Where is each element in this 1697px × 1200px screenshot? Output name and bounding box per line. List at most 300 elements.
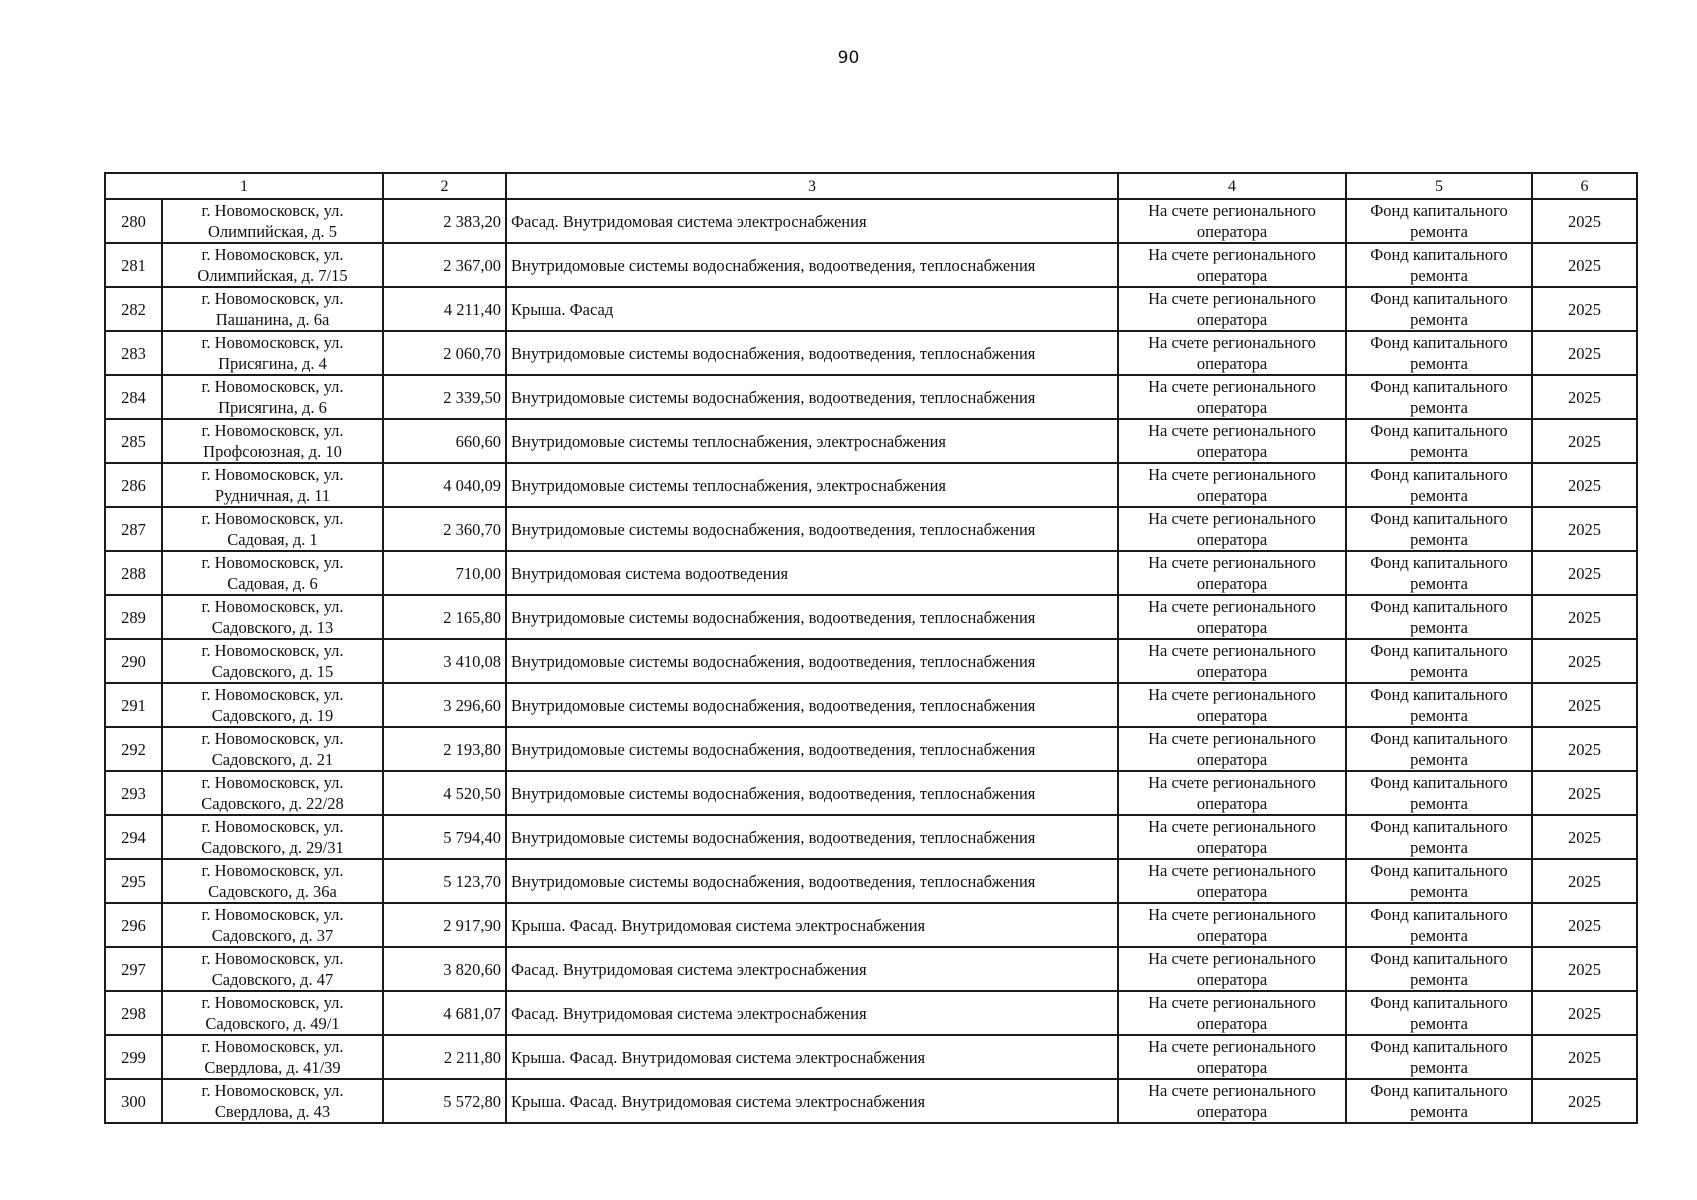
cost-cell: 2 383,20 bbox=[383, 199, 506, 243]
year-cell: 2025 bbox=[1532, 771, 1637, 815]
account-line-2: оператора bbox=[1196, 926, 1268, 945]
cost-cell: 2 193,80 bbox=[383, 727, 506, 771]
funding-line-2: ремонта bbox=[1410, 442, 1468, 461]
funding-source-cell bbox=[1346, 375, 1532, 419]
table-row bbox=[105, 419, 1637, 463]
funding-source-cell bbox=[1346, 991, 1532, 1035]
row-number-cell: 292 bbox=[105, 727, 162, 771]
work-type-cell: Фасад. Внутридомовая система электроснабжения bbox=[506, 947, 1118, 991]
year-cell: 2025 bbox=[1532, 815, 1637, 859]
account-cell bbox=[1118, 771, 1346, 815]
account-line-2: оператора bbox=[1196, 530, 1268, 549]
cost-cell: 710,00 bbox=[383, 551, 506, 595]
funding-source-cell bbox=[1346, 287, 1532, 331]
funding-source-cell bbox=[1346, 815, 1532, 859]
address-cell bbox=[162, 551, 383, 595]
account-cell bbox=[1118, 815, 1346, 859]
cost-cell: 3 820,60 bbox=[383, 947, 506, 991]
cost-cell: 2 211,80 bbox=[383, 1035, 506, 1079]
cost-cell: 4 040,09 bbox=[383, 463, 506, 507]
account-line-1: На счете регионального bbox=[1148, 597, 1316, 616]
address-cell bbox=[162, 419, 383, 463]
account-cell bbox=[1118, 639, 1346, 683]
address-line-2: Профсоюзная, д. 10 bbox=[203, 442, 342, 461]
table-row bbox=[105, 815, 1637, 859]
account-cell bbox=[1118, 1035, 1346, 1079]
account-line-2: оператора bbox=[1196, 1102, 1268, 1121]
work-type-cell: Крыша. Фасад. Внутридомовая система электроснабжения bbox=[506, 1035, 1118, 1079]
column-header: 5 bbox=[1346, 173, 1532, 199]
address-cell bbox=[162, 947, 383, 991]
funding-source-cell bbox=[1346, 1079, 1532, 1123]
address-line-1: г. Новомосковск, ул. bbox=[201, 817, 344, 836]
address-line-1: г. Новомосковск, ул. bbox=[201, 861, 344, 880]
address-line-1: г. Новомосковск, ул. bbox=[201, 421, 344, 440]
account-line-2: оператора bbox=[1196, 1058, 1268, 1077]
account-line-2: оператора bbox=[1196, 882, 1268, 901]
address-cell bbox=[162, 463, 383, 507]
address-cell bbox=[162, 1035, 383, 1079]
funding-source-cell bbox=[1346, 331, 1532, 375]
funding-line-2: ремонта bbox=[1410, 354, 1468, 373]
row-number-cell: 287 bbox=[105, 507, 162, 551]
account-line-1: На счете регионального bbox=[1148, 861, 1316, 880]
funding-source-cell bbox=[1346, 639, 1532, 683]
address-line-1: г. Новомосковск, ул. bbox=[201, 685, 344, 704]
address-line-1: г. Новомосковск, ул. bbox=[201, 201, 344, 220]
address-cell bbox=[162, 595, 383, 639]
funding-line-2: ремонта bbox=[1410, 222, 1468, 241]
funding-line-2: ремонта bbox=[1410, 530, 1468, 549]
address-cell bbox=[162, 375, 383, 419]
account-cell bbox=[1118, 1079, 1346, 1123]
address-line-1: г. Новомосковск, ул. bbox=[201, 509, 344, 528]
row-number-cell: 300 bbox=[105, 1079, 162, 1123]
column-header: 2 bbox=[383, 173, 506, 199]
account-line-1: На счете регионального bbox=[1148, 289, 1316, 308]
funding-line-2: ремонта bbox=[1410, 1058, 1468, 1077]
funding-source-cell bbox=[1346, 463, 1532, 507]
account-cell bbox=[1118, 991, 1346, 1035]
row-number-cell: 297 bbox=[105, 947, 162, 991]
address-line-2: Олимпийская, д. 7/15 bbox=[197, 266, 348, 285]
address-cell bbox=[162, 683, 383, 727]
column-header: 1 bbox=[105, 173, 383, 199]
funding-line-1: Фонд капитального bbox=[1370, 597, 1508, 616]
cost-cell: 5 794,40 bbox=[383, 815, 506, 859]
address-line-2: Садовского, д. 36а bbox=[208, 882, 337, 901]
row-number-cell: 289 bbox=[105, 595, 162, 639]
address-cell bbox=[162, 507, 383, 551]
cost-cell: 5 572,80 bbox=[383, 1079, 506, 1123]
funding-source-cell bbox=[1346, 243, 1532, 287]
funding-line-1: Фонд капитального bbox=[1370, 377, 1508, 396]
account-line-1: На счете регионального bbox=[1148, 729, 1316, 748]
work-type-cell: Внутридомовые системы водоснабжения, водоотведения, теплоснабжения bbox=[506, 771, 1118, 815]
account-cell bbox=[1118, 903, 1346, 947]
account-cell bbox=[1118, 947, 1346, 991]
address-cell bbox=[162, 331, 383, 375]
address-cell bbox=[162, 199, 383, 243]
address-line-1: г. Новомосковск, ул. bbox=[201, 465, 344, 484]
funding-line-1: Фонд капитального bbox=[1370, 465, 1508, 484]
funding-line-2: ремонта bbox=[1410, 486, 1468, 505]
account-line-2: оператора bbox=[1196, 354, 1268, 373]
address-line-2: Садовая, д. 1 bbox=[227, 530, 318, 549]
cost-cell: 4 520,50 bbox=[383, 771, 506, 815]
address-line-1: г. Новомосковск, ул. bbox=[201, 289, 344, 308]
year-cell: 2025 bbox=[1532, 243, 1637, 287]
account-line-1: На счете регионального bbox=[1148, 421, 1316, 440]
year-cell: 2025 bbox=[1532, 463, 1637, 507]
account-cell bbox=[1118, 859, 1346, 903]
account-line-1: На счете регионального bbox=[1148, 773, 1316, 792]
table-row bbox=[105, 199, 1637, 243]
account-line-1: На счете регионального bbox=[1148, 553, 1316, 572]
funding-line-1: Фонд капитального bbox=[1370, 641, 1508, 660]
address-line-2: Садовского, д. 21 bbox=[211, 750, 334, 769]
row-number-cell: 294 bbox=[105, 815, 162, 859]
funding-line-1: Фонд капитального bbox=[1370, 289, 1508, 308]
account-line-2: оператора bbox=[1196, 574, 1268, 593]
funding-line-1: Фонд капитального bbox=[1370, 509, 1508, 528]
funding-line-1: Фонд капитального bbox=[1370, 1081, 1508, 1100]
address-line-1: г. Новомосковск, ул. bbox=[201, 333, 344, 352]
address-cell bbox=[162, 1079, 383, 1123]
funding-line-1: Фонд капитального bbox=[1370, 905, 1508, 924]
cost-cell: 2 367,00 bbox=[383, 243, 506, 287]
address-line-1: г. Новомосковск, ул. bbox=[201, 641, 344, 660]
row-number-cell: 291 bbox=[105, 683, 162, 727]
address-cell bbox=[162, 991, 383, 1035]
cost-cell: 3 296,60 bbox=[383, 683, 506, 727]
address-line-2: Садовского, д. 49/1 bbox=[205, 1014, 340, 1033]
work-type-cell: Внутридомовые системы водоснабжения, водоотведения, теплоснабжения bbox=[506, 727, 1118, 771]
funding-source-cell bbox=[1346, 507, 1532, 551]
account-cell bbox=[1118, 595, 1346, 639]
year-cell: 2025 bbox=[1532, 991, 1637, 1035]
funding-line-1: Фонд капитального bbox=[1370, 993, 1508, 1012]
work-type-cell: Внутридомовые системы водоснабжения, водоотведения, теплоснабжения bbox=[506, 639, 1118, 683]
funding-line-2: ремонта bbox=[1410, 398, 1468, 417]
year-cell: 2025 bbox=[1532, 903, 1637, 947]
funding-source-cell bbox=[1346, 419, 1532, 463]
account-line-2: оператора bbox=[1196, 750, 1268, 769]
address-cell bbox=[162, 243, 383, 287]
account-cell bbox=[1118, 375, 1346, 419]
row-number-cell: 298 bbox=[105, 991, 162, 1035]
address-cell bbox=[162, 287, 383, 331]
year-cell: 2025 bbox=[1532, 507, 1637, 551]
cost-cell: 2 165,80 bbox=[383, 595, 506, 639]
funding-line-2: ремонта bbox=[1410, 1014, 1468, 1033]
funding-line-1: Фонд капитального bbox=[1370, 773, 1508, 792]
row-number-cell: 288 bbox=[105, 551, 162, 595]
address-cell bbox=[162, 859, 383, 903]
work-type-cell: Фасад. Внутридомовая система электроснабжения bbox=[506, 199, 1118, 243]
table-row bbox=[105, 243, 1637, 287]
row-number-cell: 284 bbox=[105, 375, 162, 419]
account-line-1: На счете регионального bbox=[1148, 509, 1316, 528]
funding-line-2: ремонта bbox=[1410, 838, 1468, 857]
row-number-cell: 293 bbox=[105, 771, 162, 815]
address-line-2: Свердлова, д. 41/39 bbox=[204, 1058, 341, 1077]
cost-cell: 2 917,90 bbox=[383, 903, 506, 947]
funding-source-cell bbox=[1346, 727, 1532, 771]
year-cell: 2025 bbox=[1532, 859, 1637, 903]
funding-source-cell bbox=[1346, 947, 1532, 991]
work-type-cell: Внутридомовые системы теплоснабжения, электроснабжения bbox=[506, 419, 1118, 463]
address-line-1: г. Новомосковск, ул. bbox=[201, 993, 344, 1012]
account-cell bbox=[1118, 683, 1346, 727]
repair-program-table bbox=[104, 172, 1638, 1124]
address-cell bbox=[162, 815, 383, 859]
account-line-2: оператора bbox=[1196, 618, 1268, 637]
work-type-cell: Внутридомовая система водоотведения bbox=[506, 551, 1118, 595]
account-cell bbox=[1118, 243, 1346, 287]
table-row bbox=[105, 727, 1637, 771]
funding-line-2: ремонта bbox=[1410, 574, 1468, 593]
account-cell bbox=[1118, 727, 1346, 771]
table-row bbox=[105, 683, 1637, 727]
account-line-2: оператора bbox=[1196, 794, 1268, 813]
account-cell bbox=[1118, 199, 1346, 243]
table-row bbox=[105, 859, 1637, 903]
account-line-2: оператора bbox=[1196, 706, 1268, 725]
table-row bbox=[105, 639, 1637, 683]
funding-line-2: ремонта bbox=[1410, 266, 1468, 285]
funding-source-cell bbox=[1346, 771, 1532, 815]
funding-line-1: Фонд капитального bbox=[1370, 729, 1508, 748]
cost-cell: 2 360,70 bbox=[383, 507, 506, 551]
account-line-1: На счете регионального bbox=[1148, 1081, 1316, 1100]
table-row bbox=[105, 991, 1637, 1035]
funding-line-2: ремонта bbox=[1410, 926, 1468, 945]
account-line-1: На счете регионального bbox=[1148, 817, 1316, 836]
funding-line-2: ремонта bbox=[1410, 882, 1468, 901]
address-line-1: г. Новомосковск, ул. bbox=[201, 245, 344, 264]
address-cell bbox=[162, 903, 383, 947]
table-row bbox=[105, 551, 1637, 595]
funding-line-1: Фонд капитального bbox=[1370, 861, 1508, 880]
account-line-1: На счете регионального bbox=[1148, 993, 1316, 1012]
address-cell bbox=[162, 771, 383, 815]
funding-line-1: Фонд капитального bbox=[1370, 817, 1508, 836]
cost-cell: 4 681,07 bbox=[383, 991, 506, 1035]
address-line-1: г. Новомосковск, ул. bbox=[201, 597, 344, 616]
table-row bbox=[105, 507, 1637, 551]
account-line-2: оператора bbox=[1196, 662, 1268, 681]
account-cell bbox=[1118, 551, 1346, 595]
address-line-2: Садовского, д. 37 bbox=[211, 926, 334, 945]
work-type-cell: Крыша. Фасад. Внутридомовая система электроснабжения bbox=[506, 903, 1118, 947]
row-number-cell: 290 bbox=[105, 639, 162, 683]
address-line-2: Олимпийская, д. 5 bbox=[207, 222, 338, 241]
work-type-cell: Внутридомовые системы водоснабжения, водоотведения, теплоснабжения bbox=[506, 331, 1118, 375]
table-row bbox=[105, 463, 1637, 507]
funding-source-cell bbox=[1346, 859, 1532, 903]
row-number-cell: 281 bbox=[105, 243, 162, 287]
table-row bbox=[105, 375, 1637, 419]
funding-line-1: Фонд капитального bbox=[1370, 685, 1508, 704]
work-type-cell: Внутридомовые системы теплоснабжения, электроснабжения bbox=[506, 463, 1118, 507]
cost-cell: 2 060,70 bbox=[383, 331, 506, 375]
funding-line-2: ремонта bbox=[1410, 1102, 1468, 1121]
address-line-1: г. Новомосковск, ул. bbox=[201, 1081, 344, 1100]
address-line-1: г. Новомосковск, ул. bbox=[201, 773, 344, 792]
funding-source-cell bbox=[1346, 683, 1532, 727]
address-line-1: г. Новомосковск, ул. bbox=[201, 1037, 344, 1056]
table-row bbox=[105, 595, 1637, 639]
column-number-header-row bbox=[105, 173, 1637, 199]
column-header: 6 bbox=[1532, 173, 1637, 199]
address-line-2: Пашанина, д. 6а bbox=[215, 310, 330, 329]
account-line-2: оператора bbox=[1196, 266, 1268, 285]
work-type-cell: Внутридомовые системы водоснабжения, водоотведения, теплоснабжения bbox=[506, 507, 1118, 551]
funding-line-2: ремонта bbox=[1410, 794, 1468, 813]
account-line-2: оператора bbox=[1196, 310, 1268, 329]
year-cell: 2025 bbox=[1532, 1035, 1637, 1079]
year-cell: 2025 bbox=[1532, 683, 1637, 727]
funding-line-2: ремонта bbox=[1410, 310, 1468, 329]
address-line-2: Садовского, д. 22/28 bbox=[201, 794, 344, 813]
account-line-1: На счете регионального bbox=[1148, 377, 1316, 396]
funding-line-1: Фонд капитального bbox=[1370, 201, 1508, 220]
row-number-cell: 282 bbox=[105, 287, 162, 331]
address-line-2: Садовая, д. 6 bbox=[227, 574, 318, 593]
row-number-cell: 299 bbox=[105, 1035, 162, 1079]
funding-line-2: ремонта bbox=[1410, 970, 1468, 989]
funding-line-2: ремонта bbox=[1410, 750, 1468, 769]
address-line-1: г. Новомосковск, ул. bbox=[201, 377, 344, 396]
address-line-2: Присягина, д. 4 bbox=[218, 354, 327, 373]
address-line-2: Садовского, д. 13 bbox=[211, 618, 334, 637]
funding-line-1: Фонд капитального bbox=[1370, 949, 1508, 968]
account-line-2: оператора bbox=[1196, 970, 1268, 989]
work-type-cell: Внутридомовые системы водоснабжения, водоотведения, теплоснабжения bbox=[506, 375, 1118, 419]
funding-line-1: Фонд капитального bbox=[1370, 245, 1508, 264]
account-line-1: На счете регионального bbox=[1148, 641, 1316, 660]
table-row bbox=[105, 287, 1637, 331]
year-cell: 2025 bbox=[1532, 1079, 1637, 1123]
funding-line-2: ремонта bbox=[1410, 706, 1468, 725]
funding-source-cell bbox=[1346, 199, 1532, 243]
year-cell: 2025 bbox=[1532, 639, 1637, 683]
address-line-1: г. Новомосковск, ул. bbox=[201, 949, 344, 968]
account-line-1: На счете регионального bbox=[1148, 333, 1316, 352]
funding-source-cell bbox=[1346, 903, 1532, 947]
funding-source-cell bbox=[1346, 595, 1532, 639]
account-line-1: На счете регионального bbox=[1148, 465, 1316, 484]
table-row bbox=[105, 903, 1637, 947]
account-cell bbox=[1118, 419, 1346, 463]
work-type-cell: Внутридомовые системы водоснабжения, водоотведения, теплоснабжения bbox=[506, 595, 1118, 639]
address-line-2: Садовского, д. 29/31 bbox=[201, 838, 344, 857]
table-row bbox=[105, 331, 1637, 375]
table-body bbox=[105, 173, 1637, 1123]
address-line-2: Садовского, д. 15 bbox=[211, 662, 334, 681]
account-cell bbox=[1118, 331, 1346, 375]
account-line-1: На счете регионального bbox=[1148, 245, 1316, 264]
work-type-cell: Внутридомовые системы водоснабжения, водоотведения, теплоснабжения bbox=[506, 859, 1118, 903]
funding-line-1: Фонд капитального bbox=[1370, 1037, 1508, 1056]
funding-line-1: Фонд капитального bbox=[1370, 553, 1508, 572]
year-cell: 2025 bbox=[1532, 419, 1637, 463]
account-cell bbox=[1118, 287, 1346, 331]
funding-line-2: ремонта bbox=[1410, 618, 1468, 637]
account-line-2: оператора bbox=[1196, 1014, 1268, 1033]
address-line-2: Садовского, д. 47 bbox=[211, 970, 334, 989]
address-line-1: г. Новомосковск, ул. bbox=[201, 729, 344, 748]
funding-line-2: ремонта bbox=[1410, 662, 1468, 681]
year-cell: 2025 bbox=[1532, 727, 1637, 771]
account-line-1: На счете регионального bbox=[1148, 201, 1316, 220]
address-line-2: Рудничная, д. 11 bbox=[214, 486, 331, 505]
account-line-2: оператора bbox=[1196, 442, 1268, 461]
column-header: 4 bbox=[1118, 173, 1346, 199]
account-line-2: оператора bbox=[1196, 486, 1268, 505]
address-line-2: Свердлова, д. 43 bbox=[214, 1102, 331, 1121]
account-line-2: оператора bbox=[1196, 838, 1268, 857]
column-header: 3 bbox=[506, 173, 1118, 199]
address-cell bbox=[162, 639, 383, 683]
year-cell: 2025 bbox=[1532, 947, 1637, 991]
row-number-cell: 295 bbox=[105, 859, 162, 903]
year-cell: 2025 bbox=[1532, 595, 1637, 639]
work-type-cell: Внутридомовые системы водоснабжения, водоотведения, теплоснабжения bbox=[506, 683, 1118, 727]
funding-line-1: Фонд капитального bbox=[1370, 333, 1508, 352]
work-type-cell: Внутридомовые системы водоснабжения, водоотведения, теплоснабжения bbox=[506, 243, 1118, 287]
page-number: 90 bbox=[837, 48, 860, 68]
cost-cell: 2 339,50 bbox=[383, 375, 506, 419]
account-line-2: оператора bbox=[1196, 222, 1268, 241]
row-number-cell: 283 bbox=[105, 331, 162, 375]
account-line-1: На счете регионального bbox=[1148, 1037, 1316, 1056]
account-line-1: На счете регионального bbox=[1148, 685, 1316, 704]
funding-source-cell bbox=[1346, 551, 1532, 595]
row-number-cell: 286 bbox=[105, 463, 162, 507]
address-line-2: Садовского, д. 19 bbox=[211, 706, 334, 725]
cost-cell: 5 123,70 bbox=[383, 859, 506, 903]
cost-cell: 660,60 bbox=[383, 419, 506, 463]
table-row bbox=[105, 1035, 1637, 1079]
cost-cell: 4 211,40 bbox=[383, 287, 506, 331]
account-line-2: оператора bbox=[1196, 398, 1268, 417]
work-type-cell: Крыша. Фасад. Внутридомовая система электроснабжения bbox=[506, 1079, 1118, 1123]
address-line-1: г. Новомосковск, ул. bbox=[201, 553, 344, 572]
address-cell bbox=[162, 727, 383, 771]
work-type-cell: Крыша. Фасад bbox=[506, 287, 1118, 331]
table-row bbox=[105, 1079, 1637, 1123]
table-row bbox=[105, 947, 1637, 991]
account-cell bbox=[1118, 507, 1346, 551]
address-line-2: Присягина, д. 6 bbox=[218, 398, 327, 417]
funding-line-1: Фонд капитального bbox=[1370, 421, 1508, 440]
row-number-cell: 280 bbox=[105, 199, 162, 243]
account-cell bbox=[1118, 463, 1346, 507]
cost-cell: 3 410,08 bbox=[383, 639, 506, 683]
address-line-1: г. Новомосковск, ул. bbox=[201, 905, 344, 924]
account-line-1: На счете регионального bbox=[1148, 905, 1316, 924]
work-type-cell: Внутридомовые системы водоснабжения, водоотведения, теплоснабжения bbox=[506, 815, 1118, 859]
year-cell: 2025 bbox=[1532, 375, 1637, 419]
year-cell: 2025 bbox=[1532, 287, 1637, 331]
account-line-1: На счете регионального bbox=[1148, 949, 1316, 968]
work-type-cell: Фасад. Внутридомовая система электроснабжения bbox=[506, 991, 1118, 1035]
table-row bbox=[105, 771, 1637, 815]
year-cell: 2025 bbox=[1532, 331, 1637, 375]
row-number-cell: 285 bbox=[105, 419, 162, 463]
